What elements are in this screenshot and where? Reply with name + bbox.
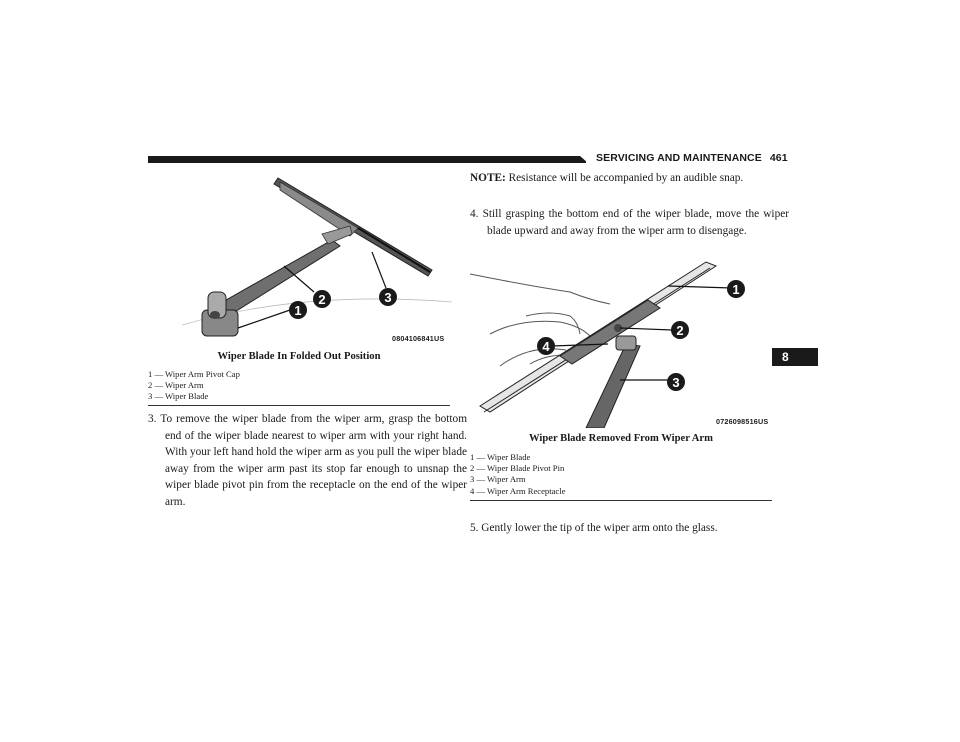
legend-item: 2 — Wiper Blade Pivot Pin bbox=[470, 463, 565, 474]
legend-item: 3 — Wiper Blade bbox=[148, 391, 209, 402]
svg-text:2: 2 bbox=[318, 292, 326, 307]
figure1-caption: Wiper Blade In Folded Out Position bbox=[217, 351, 381, 362]
chapter-tab: 8 bbox=[772, 348, 818, 366]
legend-item: 3 — Wiper Arm bbox=[470, 474, 526, 485]
note-text: Resistance will be accompanied by an audible snap. bbox=[505, 172, 744, 184]
legend-item: 4 — Wiper Arm Receptacle bbox=[470, 485, 566, 496]
figure1-rule bbox=[148, 405, 450, 406]
figure2-rule bbox=[470, 500, 772, 501]
svg-text:1: 1 bbox=[732, 282, 740, 297]
callout-2 bbox=[671, 321, 689, 339]
callout-2 bbox=[313, 290, 331, 308]
svg-text:4: 4 bbox=[542, 339, 550, 354]
note bbox=[470, 170, 772, 187]
header-bar bbox=[148, 156, 586, 163]
callout-1 bbox=[727, 280, 745, 298]
callout-1 bbox=[289, 301, 307, 319]
page-number: 461 bbox=[769, 152, 788, 164]
section-title: SERVICING AND MAINTENANCE bbox=[596, 152, 762, 164]
note-label: NOTE: bbox=[470, 172, 506, 184]
svg-text:1: 1 bbox=[294, 303, 302, 318]
svg-text:3: 3 bbox=[672, 375, 680, 390]
wiper-folded-out-illustration bbox=[182, 170, 452, 345]
step-3: 3. To remove the wiper blade from the wiper arm, grasp the bottom end of the wiper blade nearest to wiper arm with your right hand. With your left hand hold the wiper arm as you pull the wiper blade away from the wiper arm past its stop far enough to unsnap the wiper blade pivot pin from the receptacle on the end of the wiper arm. bbox=[148, 413, 467, 508]
callout-3 bbox=[379, 288, 397, 306]
svg-text:3: 3 bbox=[384, 290, 392, 305]
legend-item: 1 — Wiper Blade bbox=[470, 452, 531, 462]
callout-3 bbox=[667, 373, 685, 391]
legend-item: 1 — Wiper Arm Pivot Cap bbox=[148, 369, 240, 379]
wiper-removed-illustration bbox=[470, 256, 772, 428]
figure2-code: 0726098516US bbox=[716, 417, 769, 426]
figure1-code: 0804106841US bbox=[392, 334, 445, 343]
figure2-legend bbox=[470, 452, 565, 497]
callout-4 bbox=[537, 337, 555, 355]
figure-wiper-folded-out bbox=[182, 170, 452, 345]
figure-wiper-removed bbox=[470, 256, 772, 428]
running-header bbox=[596, 152, 788, 166]
figure2-caption: Wiper Blade Removed From Wiper Arm bbox=[529, 433, 713, 444]
figure1-legend bbox=[148, 369, 240, 403]
svg-text:2: 2 bbox=[676, 323, 684, 338]
legend-item: 2 — Wiper Arm bbox=[148, 380, 204, 391]
step-5: 5. Gently lower the tip of the wiper arm onto the glass. bbox=[470, 522, 718, 534]
step-4: 4. Still grasping the bottom end of the wiper blade, move the wiper blade upward and away from the wiper arm to disengage. bbox=[470, 208, 789, 237]
